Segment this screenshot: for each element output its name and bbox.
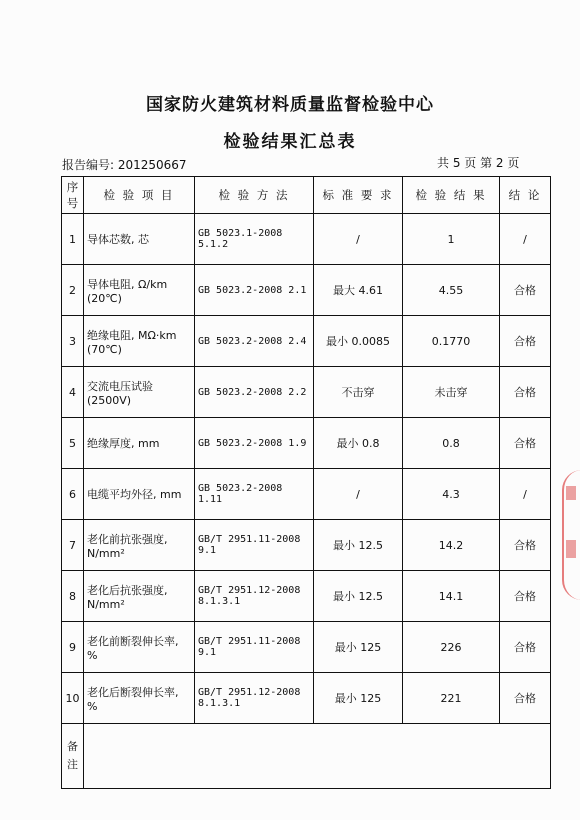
seal-stamp-mark [566, 540, 576, 558]
cell-requirement: 不击穿 [314, 367, 403, 418]
cell-result: 226 [403, 622, 500, 673]
column-header-method: 检 验 方 法 [195, 177, 314, 214]
cell-item: 老化前断裂伸长率, % [84, 622, 195, 673]
table-row [62, 316, 551, 367]
cell-conclusion: / [500, 214, 551, 265]
cell-seq: 7 [62, 520, 84, 571]
cell-item: 绝缘电阻, MΩ·km (70℃) [84, 316, 195, 367]
table-row [62, 520, 551, 571]
cell-conclusion: 合格 [500, 520, 551, 571]
table-row [62, 571, 551, 622]
cell-seq: 2 [62, 265, 84, 316]
table-row [62, 673, 551, 724]
seal-stamp-mark [566, 486, 576, 500]
table-row [62, 214, 551, 265]
cell-seq: 3 [62, 316, 84, 367]
cell-item: 交流电压试验 (2500V) [84, 367, 195, 418]
column-header-conclusion: 结 论 [500, 177, 551, 214]
cell-requirement: 最小 12.5 [314, 520, 403, 571]
cell-method: GB 5023.1-2008 5.1.2 [195, 214, 314, 265]
cell-result: 0.1770 [403, 316, 500, 367]
cell-method: GB/T 2951.11-2008 9.1 [195, 520, 314, 571]
cell-requirement: 最小 125 [314, 622, 403, 673]
report-number: 报告编号: 201250667 [62, 158, 187, 172]
cell-method: GB 5023.2-2008 2.1 [195, 265, 314, 316]
column-header-item: 检 验 项 目 [84, 177, 195, 214]
cell-method: GB 5023.2-2008 2.2 [195, 367, 314, 418]
column-header-requirement: 标 准 要 求 [314, 177, 403, 214]
cell-result: 未击穿 [403, 367, 500, 418]
notes-content [84, 724, 551, 789]
notes-label-cell [62, 724, 84, 789]
cell-requirement: 最小 0.0085 [314, 316, 403, 367]
page-number: 共 5 页 第 2 页 [437, 156, 520, 170]
cell-item: 绝缘厚度, mm [84, 418, 195, 469]
cell-item: 导体芯数, 芯 [84, 214, 195, 265]
cell-result: 4.55 [403, 265, 500, 316]
cell-item: 电缆平均外径, mm [84, 469, 195, 520]
cell-seq: 1 [62, 214, 84, 265]
results-summary-table [61, 176, 551, 789]
cell-conclusion: 合格 [500, 571, 551, 622]
cell-method: GB/T 2951.11-2008 9.1 [195, 622, 314, 673]
cell-item: 老化后抗张强度, N/mm² [84, 571, 195, 622]
cell-method: GB 5023.2-2008 2.4 [195, 316, 314, 367]
cell-item: 老化前抗张强度, N/mm² [84, 520, 195, 571]
cell-requirement: / [314, 469, 403, 520]
cell-requirement: / [314, 214, 403, 265]
cell-conclusion: 合格 [500, 316, 551, 367]
cell-seq: 9 [62, 622, 84, 673]
cell-seq: 4 [62, 367, 84, 418]
notes-row [62, 724, 551, 789]
column-header-seq: 序号 [62, 177, 84, 214]
cell-conclusion: 合格 [500, 622, 551, 673]
cell-result: 4.3 [403, 469, 500, 520]
cell-result: 221 [403, 673, 500, 724]
cell-conclusion: 合格 [500, 418, 551, 469]
cell-seq: 8 [62, 571, 84, 622]
cell-seq: 6 [62, 469, 84, 520]
table-row [62, 418, 551, 469]
table-row [62, 367, 551, 418]
table-row [62, 469, 551, 520]
cell-result: 1 [403, 214, 500, 265]
cell-item: 老化后断裂伸长率, % [84, 673, 195, 724]
cell-conclusion: 合格 [500, 265, 551, 316]
cell-result: 14.1 [403, 571, 500, 622]
cell-conclusion: 合格 [500, 673, 551, 724]
organization-title: 国家防火建筑材料质量监督检验中心 [146, 95, 434, 115]
cell-seq: 10 [62, 673, 84, 724]
cell-requirement: 最小 12.5 [314, 571, 403, 622]
cell-requirement: 最小 125 [314, 673, 403, 724]
cell-method: GB 5023.2-2008 1.9 [195, 418, 314, 469]
cell-conclusion: 合格 [500, 367, 551, 418]
cell-requirement: 最小 0.8 [314, 418, 403, 469]
cell-conclusion: / [500, 469, 551, 520]
document-title: 检验结果汇总表 [223, 132, 357, 152]
notes-label: 备注 [67, 740, 78, 771]
cell-item: 导体电阻, Ω/km (20℃) [84, 265, 195, 316]
table-row [62, 265, 551, 316]
table-row [62, 622, 551, 673]
cell-method: GB/T 2951.12-2008 8.1.3.1 [195, 571, 314, 622]
cell-seq: 5 [62, 418, 84, 469]
table-header-row [62, 177, 551, 214]
cell-requirement: 最大 4.61 [314, 265, 403, 316]
cell-method: GB 5023.2-2008 1.11 [195, 469, 314, 520]
cell-result: 14.2 [403, 520, 500, 571]
column-header-result: 检 验 结 果 [403, 177, 500, 214]
cell-method: GB/T 2951.12-2008 8.1.3.1 [195, 673, 314, 724]
cell-result: 0.8 [403, 418, 500, 469]
